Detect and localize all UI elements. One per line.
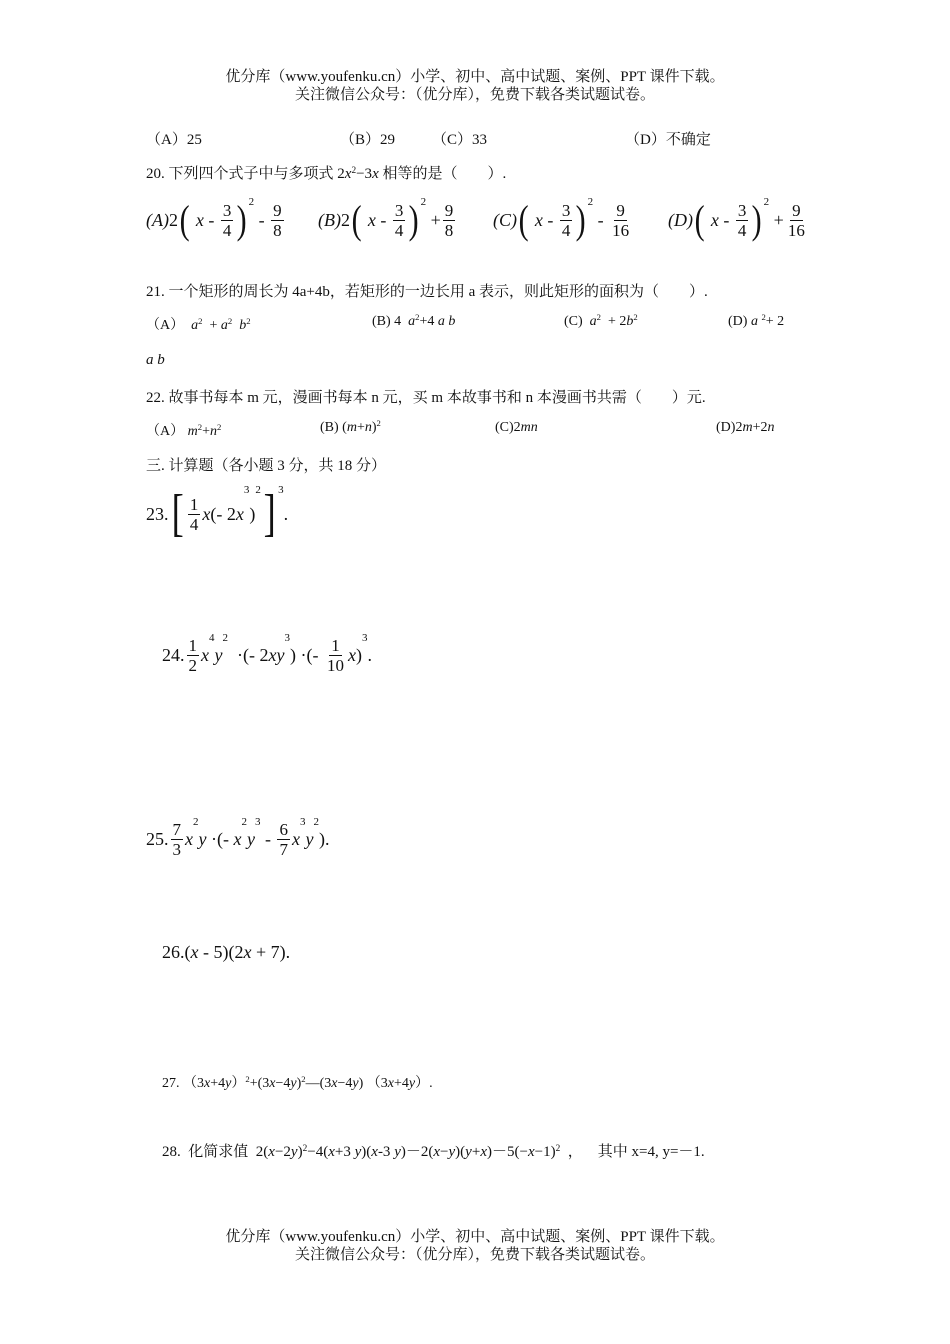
footer-line-1: 优分库（www.youfenku.cn）小学、初中、高中试题、案例、PPT 课件下载。 bbox=[225, 1229, 725, 1245]
q26-expression: 26. ( x - 5)(2 x + 7). bbox=[162, 942, 291, 962]
q27-expression: 27. $(3x+4y)^2+(3x-4y)^2—(3x-4y)$ （3x+4y）. bbox=[162, 1074, 433, 1091]
q22-stem: 22. 故事书每本 m 元，漫画书每本 n 元，买 m 本故事书和 n 本漫画书共需（ ）元. bbox=[146, 390, 706, 406]
q20-option-a: (A) 2 ( x - $\frac{3}{4}$ ) 2 - $\frac{9}{8}$ bbox=[146, 196, 282, 242]
q20-option-d: (D) ( x - $\frac{3}{4}$ ) 2 + $\frac{9}{16}$ bbox=[668, 196, 805, 242]
header-line-1: 优分库（www.youfenku.cn）小学、初中、高中试题、案例、PPT 课件下载。 bbox=[225, 69, 725, 85]
q20-stem: 20. 下列四个式子中与多项式 $2x^2-3x$ 相等的是（ ）. bbox=[146, 165, 507, 182]
q22-option-a: （A） $m^2+n^2$ bbox=[146, 422, 222, 439]
header-line-2: 关注微信公众号：（优分库），免费下载各类试题试卷。 bbox=[294, 87, 655, 103]
q19-option-c: （C）33 bbox=[432, 132, 488, 148]
q28-expression: 28. 化简求值 $2(x-2y)^2-4(x+3$ y)(x-3 $y)-2(x-y)(y+x)-5(-x-1)^2$ ， 其中 x=4, y=－1. bbox=[162, 1143, 705, 1160]
q21-option-a: （A） $a^2 + a^2$ $b^2$ bbox=[146, 316, 251, 333]
q21-option-d: (D) a $^2$+ 2 bbox=[728, 312, 785, 329]
q25-expression: 25. $\frac{7}{3}$ x 2 y ·(- x 2 y 3 - $\frac{6}{7}$ x 3 y 2 ). bbox=[146, 816, 330, 859]
q21-option-d-wrap: a b bbox=[146, 352, 165, 368]
q21-option-c: (C) $a^2 + 2b^2$ bbox=[564, 312, 638, 329]
q19-option-b: （B）29 bbox=[340, 132, 396, 148]
q19-option-d: （D）不确定 bbox=[625, 132, 711, 148]
q21-stem: 21. 一个矩形的周长为 4a+4b，若矩形的一边长用 a 表示，则此矩形的面积为（ ）. bbox=[146, 284, 708, 300]
q20-option-b: (B) 2 ( x - $\frac{3}{4}$ ) 2 + $\frac{9}{8}$ bbox=[318, 196, 454, 242]
q23-expression: 23. [ $\frac{1}{4}$ x (- 2 x 3 ) 2 ] 3 . bbox=[146, 484, 289, 542]
q20-option-c: (C) ( x - $\frac{3}{4}$ ) 2 - $\frac{9}{16}$ bbox=[493, 196, 630, 242]
section-title: 三. 计算题（各小题 3 分，共 18 分） bbox=[146, 458, 387, 474]
q22-option-d: (D)2m+2n bbox=[716, 420, 775, 435]
q24-expression: 24. $\frac{1}{2}$ x 4 y 2 ·(- 2 xy 3 ) ·(- $\frac{1}{10}$ x ) 3 . bbox=[162, 632, 372, 675]
footer-line-2: 关注微信公众号：（优分库），免费下载各类试题试卷。 bbox=[294, 1247, 655, 1263]
q21-option-b: (B) 4 $a^2+4$ a b bbox=[372, 312, 456, 329]
q22-option-b: (B) $(m+n)^2$ bbox=[320, 418, 381, 435]
q19-option-a: （A）25 bbox=[146, 132, 202, 148]
q22-option-c: (C)2mn bbox=[495, 420, 538, 435]
